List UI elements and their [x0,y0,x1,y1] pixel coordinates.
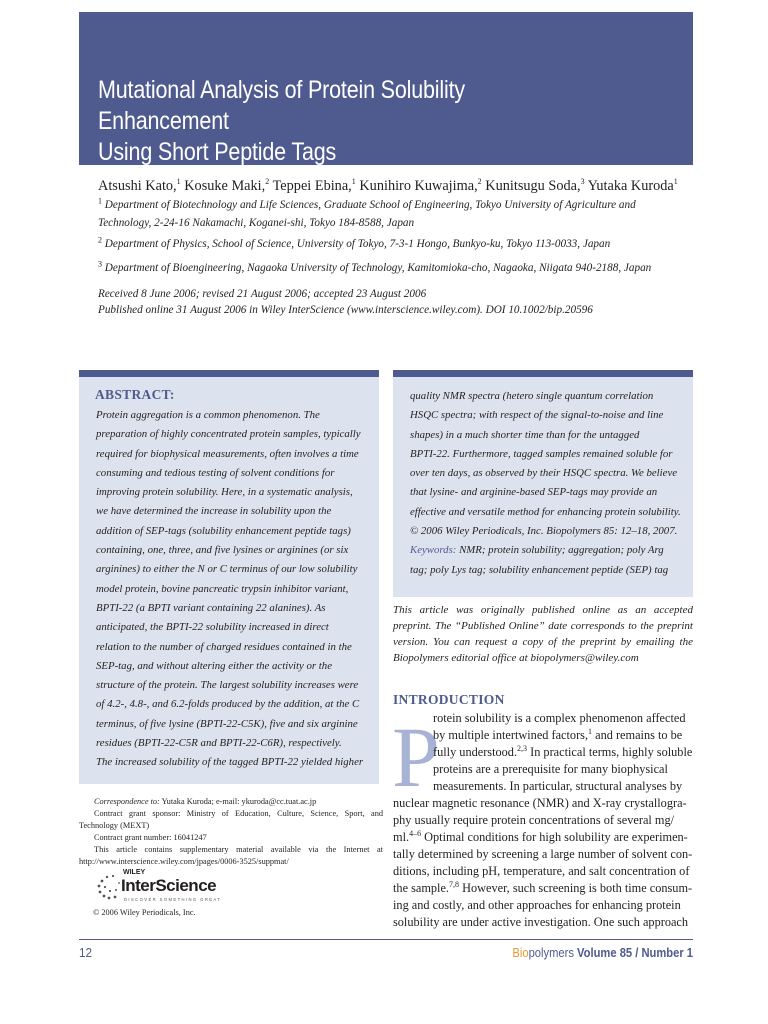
page-number: 12 [79,945,93,960]
affiliation-line: Department of Bioengineering, Nagaoka University of Technology, Kamitomioka-cho, Nagaoka, Niigata 940-2188, Japan [104,262,652,274]
abstract-line: residues (BPTI-22-C5R and BPTI-22-C6R), respectively. [96,737,342,750]
affiliation-mark: 3 [98,259,102,269]
abstract-line: effective and versatile method for enhancing protein solubility. [410,505,681,518]
preprint-note: This article was originally published online as an accepted preprint. The “Published Online” date corresponds to the preprint version. You can request a copy of the preprint by emailing the Biopolymers editorial office at biopolymers@wiley.com [393,604,693,664]
affiliation-line: Department of Biotechnology and Life Sciences, Graduate School of Engineering, Tokyo University of Agriculture and [104,199,636,211]
title-line-2: Using Short Peptide Tags [98,138,337,166]
author-affiliation-mark: 2 [477,177,482,187]
author: Yutaka Kuroda [587,178,674,194]
logo-tagline: DISCOVER SOMETHING GREAT [124,897,222,902]
author-affiliation-mark: 2 [265,177,270,187]
author-list [98,177,698,195]
author-affiliation-mark: 1 [673,177,678,187]
correspondence-text: Yutaka Kuroda; e-mail: ykuroda@cc.tuat.ac.jp [159,797,317,806]
author-affiliation-mark: 1 [351,177,356,187]
abstract-line: of 4.2-, 4.8-, and 6.2-folds produced by the addition, at the C [96,698,360,711]
abstract-line: HSQC spectra; with respect of the signal-to-noise and line [410,409,664,422]
published-online: Published online 31 August 2006 in Wiley InterScience (www.interscience.wiley.com). DOI 10.1002/bip.20596 [98,304,593,316]
intro-indented-lines-3 [433,778,693,795]
abstract-line: required for biophysical measurements, often involves a time [96,447,359,460]
introduction-heading: INTRODUCTION [393,692,505,707]
abstract-line: relation to the number of charged residues contained in the [96,640,352,653]
journal-volume: Volume 85 / Number 1 [573,945,693,960]
intro-line: proteins are a prerequisite for many biophysical [433,762,668,776]
drop-cap: P [392,709,440,805]
author-affiliation-mark: 1 [176,177,181,187]
footer-rule [79,939,693,940]
abstract-line: improving protein solubility. Here, in a systematic analysis, [96,486,353,499]
intro-line: tally determined by screening a large number of solvent con- [393,847,693,861]
abstract-line: anticipated, the BPTI-22 solubility increased in direct [96,621,329,634]
affiliation-1 [98,196,698,232]
title-line-1: Mutational Analysis of Protein Solubility Enhancement [98,76,466,135]
journal-name-bio: Bio [512,945,529,960]
abstract-line: preparation of highly concentrated protein samples, typically [96,428,361,441]
abstract-text-left [96,406,368,773]
keywords-text: NMR; protein solubility; aggregation; poly Arg [456,544,664,557]
abstract-line: over ten days, as observed by their HSQC spectra. We believe [410,467,678,480]
intro-line: ing and costly, and other approaches for enhancing protein [393,898,681,912]
abstract-line: Protein aggregation is a common phenomenon. The [96,409,320,421]
intro-indented-lines [433,710,693,761]
copyright-notice: © 2006 Wiley Periodicals, Inc. [93,908,196,917]
author: Kunihiro Kuwajima, [359,178,478,194]
affiliation-line: Technology, 2-24-16 Nakamachi, Koganei-shi, Tokyo 184-8588, Japan [98,217,415,229]
affiliation-line: Department of Physics, School of Science, University of Tokyo, 7-3-1 Hongo, Bunkyo-ku, Tokyo 113-0033, Japan [104,238,611,250]
abstract-line: arginines) to either the N or C terminus of our low solubility [96,563,358,576]
author-affiliation-mark: 3 [580,177,585,187]
abstract-line: structure of the protein. The largest solubility increases were [96,679,359,692]
logo-wiley: WILEY [123,869,146,876]
intro-line: phy usually require protein concentrations of several mg/ [393,813,675,827]
abstract-line: quality NMR spectra (hetero single quantum correlation [410,390,654,402]
abstract-line: terminus, of five lysine (BPTI-22-C5K), five and six arginine [96,717,358,730]
keywords-line [410,541,686,560]
keywords-label: Keywords: [410,544,457,557]
intro-line: the sample.$^{7,8}$ However, such screening is both time consum- [393,879,693,895]
intro-line: ml.$^{4-6}$ Optimal conditions for high solubility are experimen- [393,828,688,844]
abstract-heading: ABSTRACT: [95,387,175,402]
abstract-line: SEP-tag, and without altering either the activity or the [96,659,332,672]
correspondence-note [79,796,383,808]
intro-line: by multiple intertwined factors,$^1$ and remains to be [433,726,683,742]
affiliation-3 [98,259,698,277]
intro-line: measurements. In particular, structural analyses by [433,779,683,793]
abstract-line: containing, one, three, and five lysines or arginines (or six [96,544,349,557]
abstract-text-right [410,387,686,580]
grant-sponsor-note: Contract grant sponsor: Ministry of Education, Culture, Science, Sport, and Technology (MEXT) [79,809,383,830]
intro-line: ditions, including pH, temperature, and salt concentration of [393,864,690,878]
grant-number-note: Contract grant number: 16041247 [94,833,207,842]
abstract-line: we have determined the increase in solubility upon the [96,505,332,518]
abstract-line: The increased solubility of the tagged BPTI-22 yielded higher [96,756,364,769]
author: Atsushi Kato, [98,178,177,194]
abstract-line: that lysine- and arginine-based SEP-tags may provide an [410,486,658,499]
author: Kosuke Maki, [184,178,266,194]
author: Kunitsugu Soda, [485,178,581,194]
affiliation-mark: 1 [98,196,102,206]
correspondence-label: Correspondence to: [94,797,160,806]
received-dates: Received 8 June 2006; revised 21 August 2006; accepted 23 August 2006 [98,288,427,300]
intro-indented-lines-2 [433,761,693,778]
publication-dates [98,286,698,318]
abstract-line: BPTI-22 (a BPTI variant containing 22 alanines). As [96,601,326,614]
abstract-line: consuming and tedious testing of solvent conditions for [96,466,335,479]
intro-line: fully understood.$^{2,3}$ In practical terms, highly soluble [433,743,693,759]
affiliation-mark: 2 [98,235,102,245]
logo-brand: InterScience [121,876,217,895]
abstract-line: addition of SEP-tags (solubility enhancement peptide tags) [96,524,351,537]
article-title [98,75,580,168]
abstract-line: © 2006 Wiley Periodicals, Inc. Biopolymers 85: 12–18, 2007. [410,525,678,538]
abstract-line: shapes) in a much shorter time than for the untagged [410,428,640,441]
journal-footer [512,945,693,960]
intro-line: solubility are under active investigation. One such approach [393,915,689,929]
keywords-line-2: tag; poly Lys tag; solubility enhancement peptide (SEP) tag [410,563,669,576]
intro-full-lines [393,795,693,931]
wiley-interscience-logo [94,868,234,908]
affiliation-2 [98,235,698,253]
abstract-line: BPTI-22. Furthermore, tagged samples remained soluble for [410,447,673,460]
intro-line: nuclear magnetic resonance (NMR) and X-ray crystallogra- [393,796,687,810]
abstract-line: model protein, bovine pancreatic trypsin inhibitor variant, [96,582,349,595]
author: Teppei Ebina, [272,178,352,194]
intro-line: rotein solubility is a complex phenomenon affected [433,711,686,725]
supplementary-note: This article contains supplementary material available via the Internet at http://www.interscience.wiley.com/jpages/0006-3525/suppmat/ [79,845,383,866]
journal-name-rest: polymers [528,945,574,960]
